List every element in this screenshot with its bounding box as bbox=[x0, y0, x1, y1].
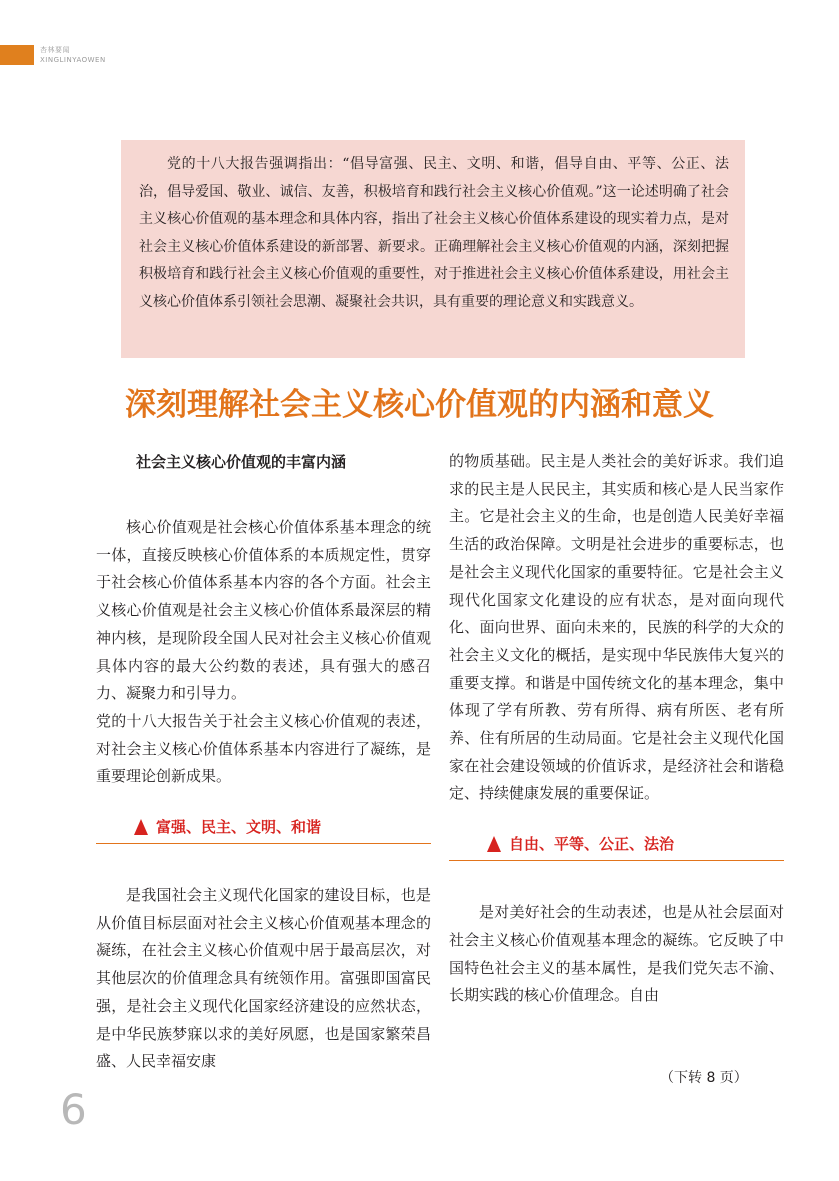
right-paragraph-1: 的物质基础。民主是人类社会的美好诉求。我们追求的民主是人民民主，其实质和核心是人民当家作主。它是社会主义的生命，也是创造人民美好幸福生活的政治保障。文明是社会进步的重要标志，也是社会主义现代化国家的重要特征。它是社会主义现代化国家文化建设的应有状态，是对面向现代化、面向世界、面向未来的，民族的科学的大众的社会主义文化的概括，是实现中华民族伟大复兴的重要支撑。和谐是中国传统文化的基本理念，集中体现了学有所教、劳有所得、病有所医、老有所养、住有所居的生动局面。它是社会主义现代化国家在社会建设领域的价值诉求，是经济社会和谐稳定、持续健康发展的重要保证。 bbox=[449, 452, 784, 803]
running-header bbox=[40, 45, 106, 65]
section-heading: 社会主义核心价值观的丰富内涵 bbox=[136, 453, 347, 471]
left-paragraph-1: 核心价值观是社会核心价值体系基本理念的统一体，直接反映核心价值体系的本质规定性，贯穿于社会核心价值体系基本内容的各个方面。社会主义核心价值观是社会主义核心价值体系最深层的精神内核，是现阶段全国人民对社会主义核心价值观具体内容的最大公约数的表述，具有强大的感召力、凝聚力和引导力。 bbox=[96, 518, 431, 703]
left-column bbox=[96, 448, 431, 1076]
subheading-1 bbox=[96, 813, 431, 844]
triangle-icon bbox=[487, 836, 501, 852]
article-title: 深刻理解社会主义核心价值观的内涵和意义 bbox=[125, 387, 714, 423]
subheading-1-text: 富强、民主、文明、和谐 bbox=[156, 818, 322, 837]
left-paragraph-3: 是我国社会主义现代化国家的建设目标，也是从价值目标层面对社会主义核心价值观基本理念的凝练，在社会主义核心价值观中居于最高层次，对其他层次的价值理念具有统领作用。富强即国富民强，是社会主义现代化国家经济建设的应然状态，是中华民族梦寐以求的美好夙愿，也是国家繁荣昌盛、人民幸福安康 bbox=[96, 886, 431, 1071]
intro-box bbox=[121, 140, 745, 358]
subheading-2-text: 自由、平等、公正、法治 bbox=[509, 835, 675, 854]
right-paragraph-2: 是对美好社会的生动表述，也是从社会层面对社会主义核心价值观基本理念的凝练。它反映了中国特色社会主义的基本属性，是我们党矢志不渝、长期实践的核心价值理念。自由 bbox=[449, 903, 784, 1005]
header-title: 杏林要闻 bbox=[40, 46, 70, 54]
continued-note: （下转 8 页） bbox=[660, 1070, 748, 1086]
triangle-icon bbox=[134, 819, 148, 835]
intro-text: 党的十八大报告强调指出：“倡导富强、民主、文明、和谐，倡导自由、平等、公正、法治，倡导爱国、敬业、诚信、友善，积极培育和践行社会主义核心价值观。”这一论述明确了社会主义核心价值观的基本理念和具体内容，指出了社会主义核心价值体系建设的现实着力点，是对社会主义核心价值体系建设的新部署、新要求。正确理解社会主义核心价值观的内涵，深刻把握积极培育和践行社会主义核心价值观的重要性，对于推进社会主义核心价值体系建设，用社会主义核心价值体系引领社会思潮、凝聚社会共识，具有重要的理论意义和实践意义。 bbox=[139, 156, 729, 310]
header-pinyin: XINGLINYAOWEN bbox=[40, 56, 106, 64]
header-tag-bar bbox=[0, 45, 34, 65]
subheading-2 bbox=[449, 830, 784, 861]
left-paragraph-2: 党的十八大报告关于社会主义核心价值观的表述，对社会主义核心价值体系基本内容进行了凝练，是重要理论创新成果。 bbox=[96, 711, 431, 786]
page-number: 6 bbox=[60, 1085, 87, 1134]
right-column bbox=[449, 448, 784, 1010]
